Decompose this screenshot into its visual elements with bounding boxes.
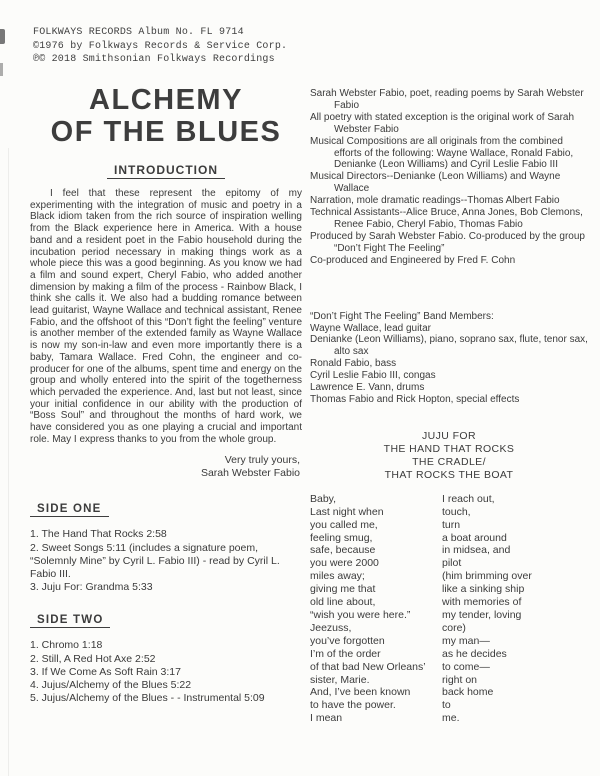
poem-line: back home	[442, 686, 494, 699]
poem-title-line: JUJU FOR	[422, 429, 476, 442]
poem-line: my man—	[442, 634, 490, 647]
poem-column-right	[442, 493, 588, 725]
left-column	[30, 84, 302, 706]
poem-line: you’ve forgotten	[310, 634, 385, 647]
poem-line: old line about,	[310, 596, 376, 609]
poem-title	[310, 430, 588, 482]
poem-line: Last night when	[310, 505, 384, 518]
poem-line: miles away;	[310, 570, 365, 583]
poem-line: I reach out,	[442, 492, 495, 505]
track-item: 3. If We Come As Soft Rain 3:17	[30, 665, 181, 678]
credit-line: Sarah Webster Fabio, poet, reading poems by Sarah Webster Fabio	[310, 88, 584, 111]
credit-line: Narration, mole dramatic readings--Thomas Albert Fabio	[310, 195, 560, 207]
introduction-heading: INTRODUCTION	[107, 163, 225, 179]
poem-line: as he decides	[442, 647, 507, 660]
poem-line: “wish you were here.”	[310, 609, 411, 621]
credit-line: Produced by Sarah Webster Fabio. Co-produced by the group “Don’t Fight The Feeling”	[310, 230, 585, 254]
scan-artifact	[0, 63, 3, 76]
poem-line: with memories of	[442, 596, 522, 609]
band-member-line: Ronald Fabio, bass	[310, 358, 397, 370]
band-member-line: Thomas Fabio and Rick Hopton, special effects	[310, 393, 520, 405]
side-one-track-list	[30, 528, 302, 594]
credit-line: Co-produced and Engineered by Fred F. Cohn	[310, 254, 516, 266]
track-item: 3. Juju For: Grandma 5:33	[30, 581, 153, 594]
side-one-section	[30, 499, 302, 594]
right-column	[310, 88, 588, 725]
track-item: 5. Jujus/Alchemy of the Blues - - Instrumental 5:09	[30, 692, 265, 705]
poem-line: to	[442, 699, 451, 712]
publisher-block	[33, 26, 287, 67]
introduction-text: I feel that these represent the epitomy of my experimenting with the integration of music and poetry in a Black idiom taken from the rich source of inspiration welling from the Black experience here in America. With a house band and a resident poet in the Fabio household during the incubation period necessary in making things work as a whole piece this was a good beginning. As you know we had a film and sound expert, Cheryl Fabio, who added another dimension by making a film of the process - Rainbow Black, I think she calls it. We also had a budding romance between lead guitarist, Wayne Wallace and technical assistant, Renee Fabio, and the offshoot of this “Don’t fight the feeling” venture is another member of the extended family as Wayne Wallace is now my son-in-law and even more importantly there is a baby, Tamara Wallace. Fred Cohn, the engineer and co-producer for one of the albums, spent time and energy on the group and wholly entered into the spirit of the togetherness which pervaded the experience. And, last but not least, since your initial confidence in our ability with the production of “Boss Soul” and throughout the months of hard work, we have considered you as one playing a crucial and important role. May I express thanks to you from the whole group.	[30, 188, 302, 445]
publisher-line: FOLKWAYS RECORDS Album No. FL 9714	[33, 27, 244, 38]
poem-line: touch,	[442, 505, 471, 518]
poem-line: to have the power.	[310, 699, 396, 712]
poem-line: feeling smug,	[310, 531, 373, 544]
poem-line: And, I’ve been known	[310, 686, 411, 699]
band-member-line: Wayne Wallace, lead guitar	[310, 322, 431, 334]
side-two-track-list	[30, 639, 302, 705]
poem-line: in midsea, and	[442, 544, 511, 557]
poem-line: Jeezuss,	[310, 621, 352, 634]
signoff-name: Sarah Webster Fabio	[200, 466, 300, 479]
poem-column-left	[310, 493, 442, 725]
poem-line: giving me that	[310, 583, 376, 596]
poem-line: pilot	[442, 557, 462, 570]
signoff-closing: Very truly yours,	[224, 454, 300, 467]
poem-line: core)	[442, 621, 466, 634]
credit-line: Technical Assistants--Alice Bruce, Anna Jones, Bob Clemons, Renee Fabio, Cheryl Fabio, Thomas Fabio	[310, 207, 583, 230]
poem-line: you were 2000	[310, 557, 379, 570]
poem-title-line: THE CRADLE/	[412, 455, 486, 468]
side-two-section	[30, 610, 302, 705]
poem-line: of that bad New Orleans’	[310, 660, 426, 673]
poem-line: safe, because	[310, 544, 376, 557]
poem-line: I’m of the order	[310, 647, 381, 660]
poem-line: a boat around	[442, 531, 507, 544]
poem-line: you called me,	[310, 518, 378, 531]
poem-line: I mean	[310, 712, 343, 725]
track-item: 1. The Hand That Rocks 2:58	[30, 528, 167, 541]
album-title-line1: ALCHEMY	[89, 84, 243, 116]
scan-fold-line	[8, 148, 9, 776]
poem-title-line: THE HAND THAT ROCKS	[383, 442, 515, 455]
band-member-line: Cyril Leslie Fabio III, congas	[310, 370, 436, 382]
credits-block	[310, 88, 588, 267]
poem-line: (him brimming over	[442, 570, 532, 583]
side-one-heading: SIDE ONE	[30, 503, 109, 517]
track-item: 4. Jujus/Alchemy of the Blues 5:22	[30, 679, 192, 692]
credit-line: Musical Directors--Denianke (Leon Williams) and Wayne Wallace	[310, 171, 561, 195]
poem-line: sister, Marie.	[310, 673, 370, 686]
side-two-heading: SIDE TWO	[30, 614, 110, 628]
poem-line: to come—	[442, 660, 490, 673]
poem-line: turn	[442, 518, 461, 531]
track-item: 1. Chromo 1:18	[30, 639, 103, 652]
band-member-line: Lawrence E. Vann, drums	[310, 382, 425, 394]
band-member-line: “Don’t Fight The Feeling” Band Members:	[310, 310, 494, 322]
poem-title-line: THAT ROCKS THE BOAT	[384, 468, 514, 481]
track-item: 2. Still, A Red Hot Axe 2:52	[30, 652, 156, 665]
poem-line: right on	[442, 673, 478, 686]
poem-line: my tender, loving	[442, 609, 522, 621]
credit-line: Musical Compositions are all originals from the combined efforts of the following: Wayne Wallace, Ronald Fabio, Denianke (Leon Williams) and Cyril Leslie Fabio III	[310, 135, 574, 171]
scan-artifact	[0, 29, 5, 44]
poem-line: Baby,	[310, 492, 337, 505]
poem-line: like a sinking ship	[442, 583, 525, 596]
publisher-line: ©1976 by Folkways Records & Service Corp.	[33, 40, 288, 52]
credit-line: All poetry with stated exception is the original work of Sarah Webster Fabio	[310, 111, 575, 135]
signoff	[30, 454, 302, 479]
publisher-line: ℗© 2018 Smithsonian Folkways Recordings	[33, 54, 275, 65]
track-item: 2. Sweet Songs 5:11 (includes a signature poem, “Solemnly Mine” by Cyril L. Fabio III) - read by Cyril L. Fabio III.	[30, 541, 280, 581]
album-title	[30, 84, 302, 148]
poem-line: me.	[442, 712, 460, 725]
album-title-line2: OF THE BLUES	[50, 116, 282, 148]
band-members-block	[310, 311, 588, 406]
poem	[310, 493, 588, 725]
band-member-line: Denianke (Leon Williams), piano, soprano sax, flute, tenor sax, alto sax	[310, 334, 588, 358]
